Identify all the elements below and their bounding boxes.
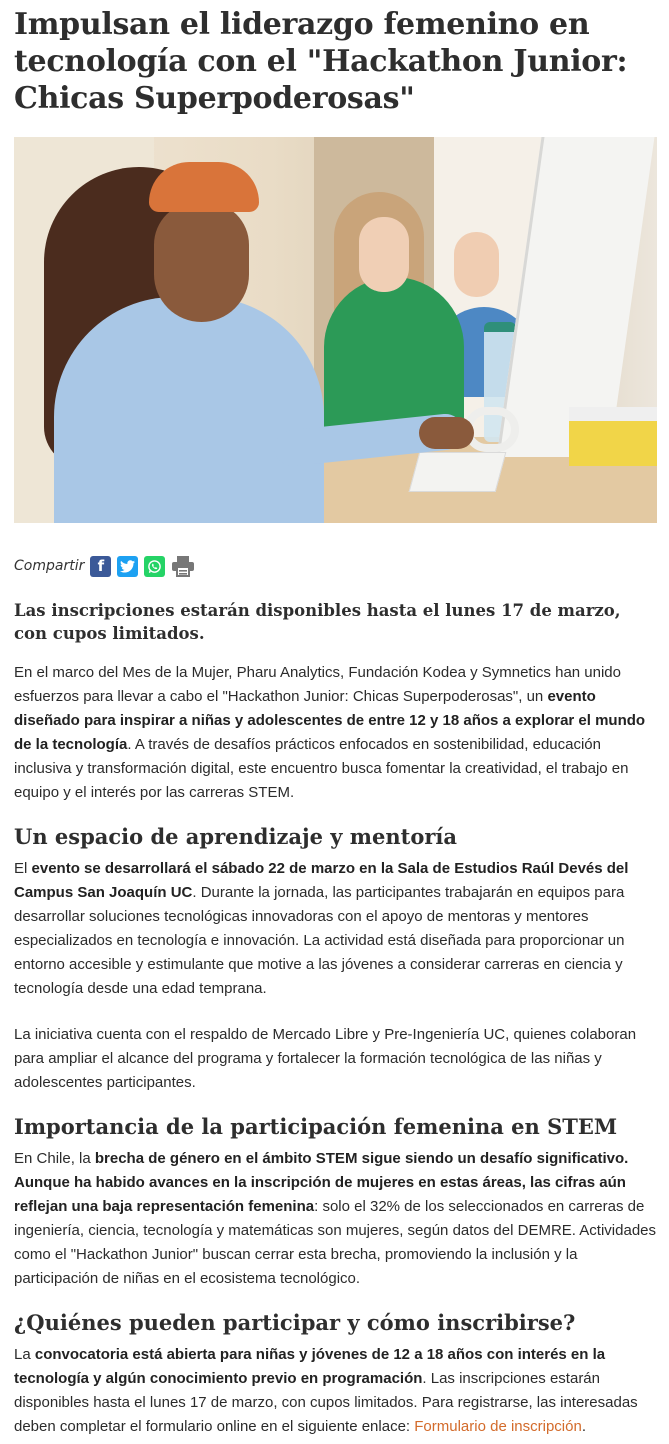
print-icon[interactable] xyxy=(171,556,195,577)
article xyxy=(0,6,669,1439)
paragraph-1: En el marco del Mes de la Mujer, Pharu Analytics, Fundación Kodea y Symnetics han unido esfuerzos para llevar a cabo el "Hackathon Junior: Chicas Superpoderosas", un evento diseñado para inspirar a niñas y adolescentes de entre 12 y 18 años a explorar el mundo de la tecnología. A través de desafíos prácticos enfocados en sostenibilidad, educación inclusiva y transformación digital, este encuentro busca fomentar la creatividad, el trabajo en equipo y el interés por las carreras STEM. xyxy=(14,664,646,801)
twitter-icon[interactable] xyxy=(117,556,138,577)
paragraph-2: El evento se desarrollará el sábado 22 de marzo en la Sala de Estudios Raúl Devés del Campus San Joaquín UC. Durante la jornada, las participantes trabajarán en equipos para desarrollar soluciones tecnológicas innovadoras con el apoyo de mentoras y mentores especializados en tecnología e innovación. La actividad está diseñada para proporcionar un entorno accesible y estimulante que motive a las jóvenes a considerar carreras en ciencia y tecnología desde una edad temprana. xyxy=(14,860,629,997)
section-heading-registration: ¿Quiénes pueden participar y cómo inscribirse? xyxy=(14,1310,576,1335)
share-bar xyxy=(14,553,659,579)
facebook-icon[interactable]: f xyxy=(90,556,111,577)
whatsapp-icon[interactable] xyxy=(144,556,165,577)
section-heading-mentoring: Un espacio de aprendizaje y mentoría xyxy=(14,824,457,849)
article-lead: Las inscripciones estarán disponibles hasta el lunes 17 de marzo, con cupos limitados. xyxy=(14,601,621,643)
registration-form-link[interactable]: Formulario de inscripción xyxy=(414,1418,582,1435)
article-title: Impulsan el liderazgo femenino en tecnología con el "Hackathon Junior: Chicas Superpoderosas" xyxy=(14,7,628,116)
hero-photo xyxy=(14,137,657,523)
share-label: Compartir xyxy=(14,558,85,574)
paragraph-4: En Chile, la brecha de género en el ámbito STEM sigue siendo un desafío significativo. Aunque ha habido avances en la inscripción de mujeres en estas áreas, las cifras aún reflejan una baja representación femenina: solo el 32% de los seleccionados en carreras de ingeniería, ciencia, tecnología y matemáticas son mujeres, según datos del DEMRE. Actividades como el "Hackathon Junior" buscan cerrar esta brecha, promoviendo la inclusión y la participación de niñas en el ecosistema tecnológico. xyxy=(14,1150,656,1287)
paragraph-3: La iniciativa cuenta con el respaldo de Mercado Libre y Pre-Ingeniería UC, quienes colaboran para ampliar el alcance del programa y fortalecer la formación tecnológica de las niñas y adolescentes participantes. xyxy=(14,1026,637,1091)
paragraph-5: La convocatoria está abierta para niñas y jóvenes de 12 a 18 años con interés en la tecnología y algún conocimiento previo en programación. Las inscripciones estarán disponibles hasta el lunes 17 de marzo, con cupos limitados. Para registrarse, las interesadas deben completar el formulario online en el siguiente enlace: Formulario de inscripción. xyxy=(14,1346,638,1435)
section-heading-stem: Importancia de la participación femenina en STEM xyxy=(14,1114,618,1139)
